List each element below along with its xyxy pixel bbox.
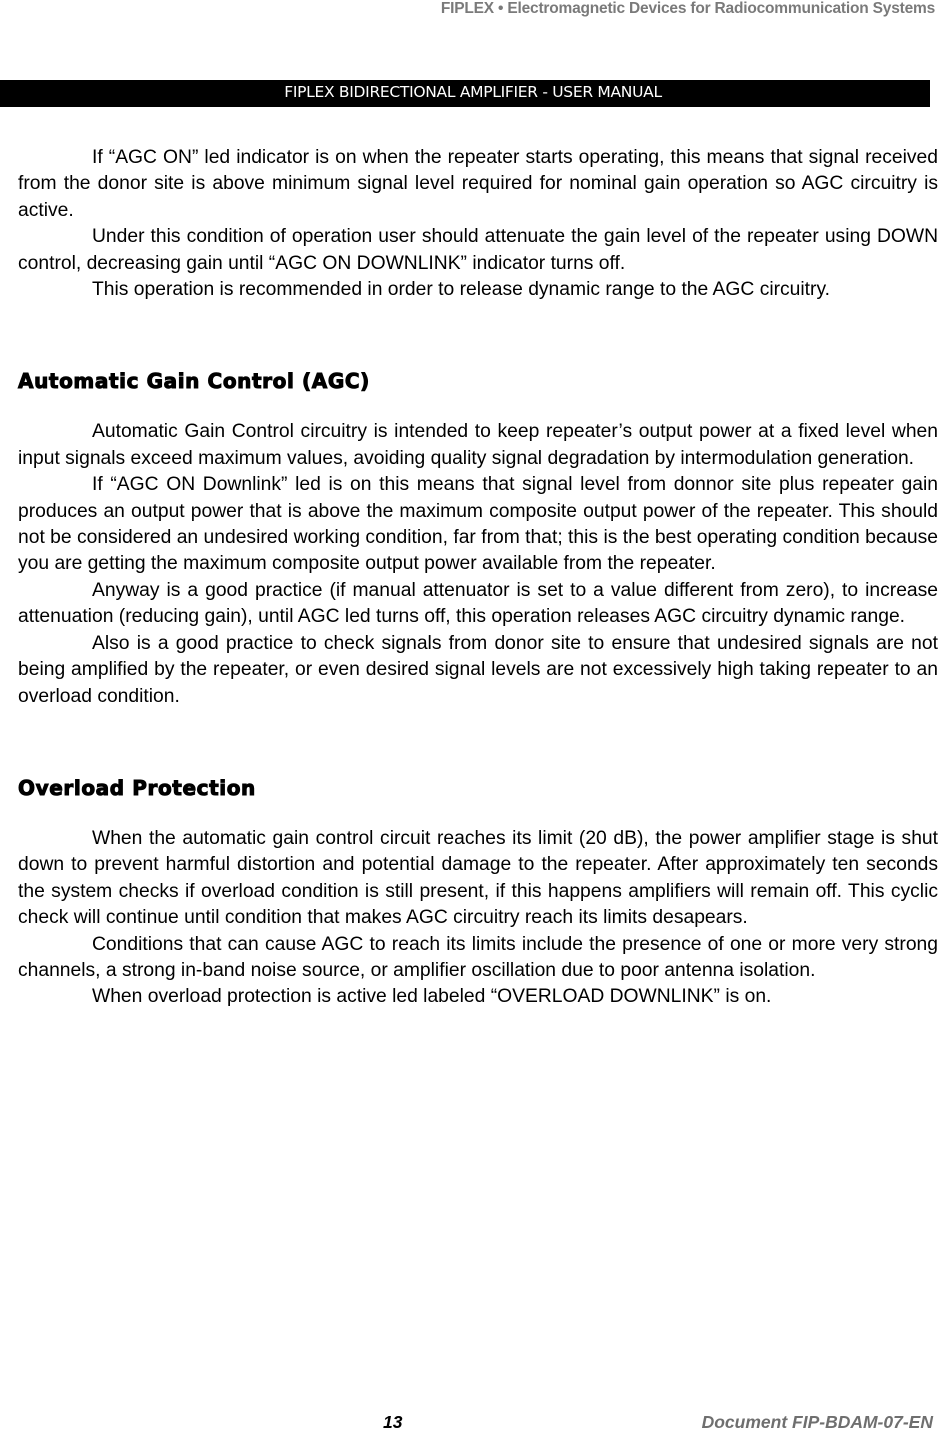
page-number: 13 bbox=[383, 1412, 403, 1432]
agc-paragraph-2: If “AGC ON Downlink” led is on this means that signal level from donnor site plus repeater gain produces an output power that is above the maximum composite output power of the repeater. This should not be considered an undesired working condition, far from that; this is the best operating condition because you are getting the maximum composite output power available from the repeater. bbox=[18, 474, 938, 575]
overload-paragraph-3: When overload protection is active led labeled “OVERLOAD DOWNLINK” is on. bbox=[92, 986, 772, 1008]
manual-title-bar bbox=[0, 80, 930, 107]
intro-paragraph-2: Under this condition of operation user should attenuate the gain level of the repeater using DOWN control, decreasing gain until “AGC ON DOWNLINK” indicator turns off. bbox=[18, 226, 938, 274]
overload-paragraph-2: Conditions that can cause AGC to reach its limits include the presence of one or more very strong channels, a strong in-band noise source, or amplifier oscillation due to poor antenna isolation. bbox=[18, 933, 938, 981]
agc-paragraph-4: Also is a good practice to check signals from donor site to ensure that undesired signals are not being amplified by the repeater, or even desired signal levels are not excessively high taking repeater to an overload condition. bbox=[18, 632, 938, 707]
page-body bbox=[18, 145, 938, 1011]
overload-paragraph-1: When the automatic gain control circuit reaches its limit (20 dB), the power amplifier stage is shut down to prevent harmful distortion and potential damage to the repeater. After approximately ten seconds the system checks if overload condition is still present, if this happens amplifiers will remain off. This cyclic check will continue until condition that makes AGC circuitry reach its limits desapears. bbox=[18, 827, 938, 929]
company-header: FIPLEX • Electromagnetic Devices for Radiocommunication Systems bbox=[440, 0, 935, 17]
intro-paragraph-3: This operation is recommended in order to release dynamic range to the AGC circuitry. bbox=[92, 279, 831, 301]
agc-section-heading: Automatic Gain Control (AGC) bbox=[18, 369, 370, 394]
intro-paragraph-1: If “AGC ON” led indicator is on when the repeater starts operating, this means that signal received from the donor site is above minimum signal level required for nominal gain operation so AGC circuitry is active. bbox=[18, 147, 938, 221]
manual-title: FIPLEX BIDIRECTIONAL AMPLIFIER - USER MANUAL bbox=[284, 83, 662, 101]
agc-paragraph-1: Automatic Gain Control circuitry is intended to keep repeater’s output power at a fixed level when input signals exceed maximum values, avoiding quality signal degradation by intermodulation generation. bbox=[18, 421, 938, 469]
agc-paragraph-3: Anyway is a good practice (if manual attenuator is set to a value different from zero), to increase attenuation (reducing gain), until AGC led turns off, this operation releases AGC circuitry dynamic range. bbox=[18, 579, 938, 628]
overload-section-heading: Overload Protection bbox=[18, 775, 256, 800]
document-id: Document FIP-BDAM-07-EN bbox=[701, 1412, 933, 1432]
